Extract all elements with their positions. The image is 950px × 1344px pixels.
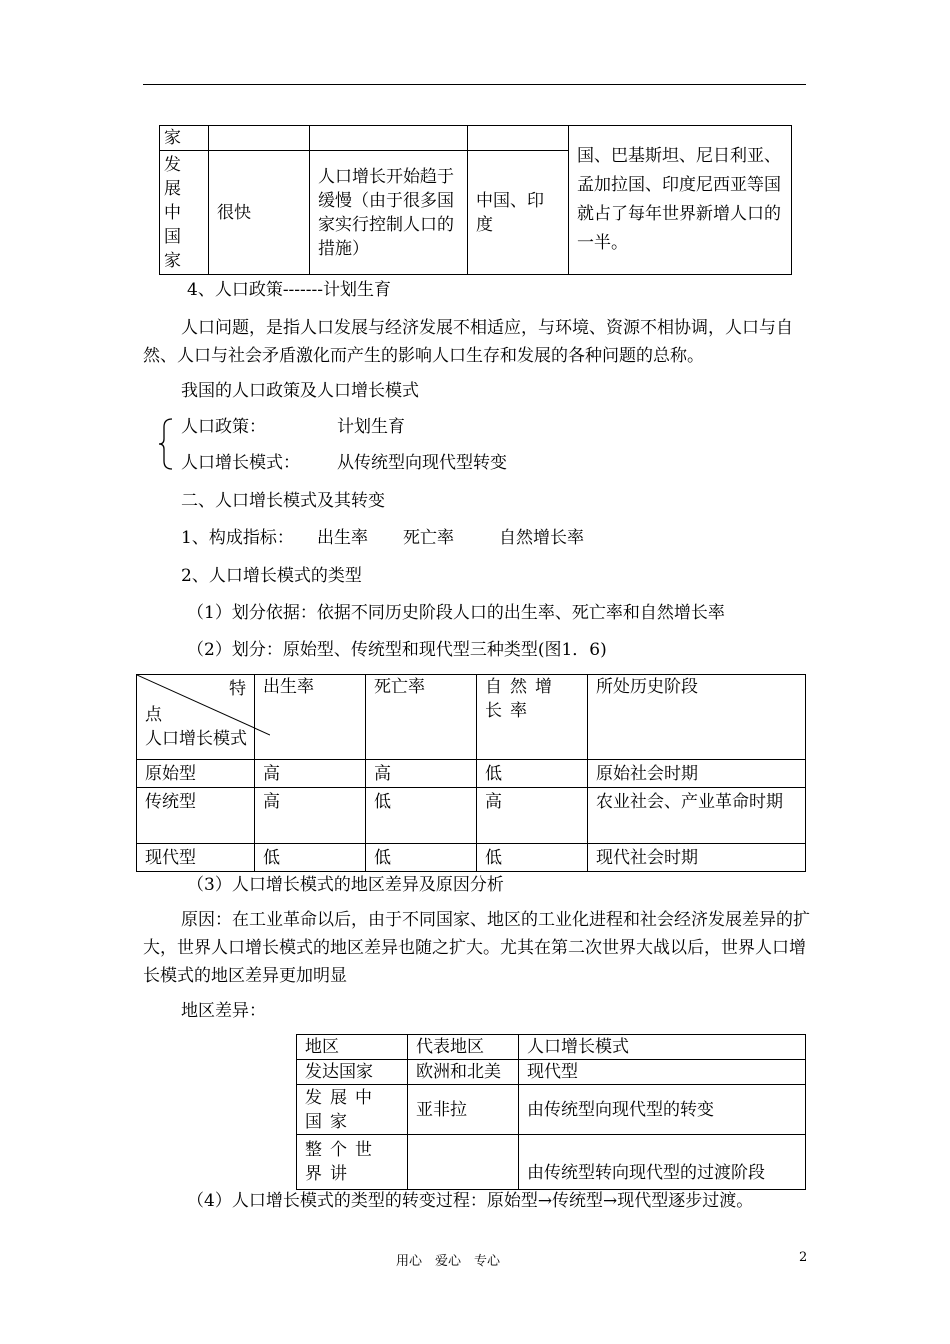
section2-title: 二、人口增长模式及其转变 xyxy=(181,491,385,511)
table-cell: 发展中国家 xyxy=(297,1085,408,1135)
table-cell: 原始社会时期 xyxy=(588,760,806,788)
division-types: （2）划分：原始型、传统型和现代型三种类型(图1．6) xyxy=(187,640,607,660)
indicators-label: 1、构成指标： xyxy=(181,528,294,548)
table-cell: 现代型 xyxy=(137,844,255,872)
table-cell xyxy=(209,126,310,151)
table-cell: 现代型 xyxy=(519,1060,806,1085)
diagonal-header-cell xyxy=(137,675,255,760)
dev-country-char: 中 xyxy=(164,202,181,223)
heading-policy: 4、人口政策-------计划生育 xyxy=(187,280,392,300)
table-cell: 家 xyxy=(160,126,209,151)
header-rule xyxy=(143,84,806,85)
table-header: 代表地区 xyxy=(408,1035,519,1060)
table-cell xyxy=(160,151,209,275)
table-cell: 中国、印度 xyxy=(468,151,569,275)
brace-item2-label: 人口增长模式： xyxy=(181,453,300,473)
table-cell: 农业社会、产业革命时期 xyxy=(588,788,806,844)
table-header: 人口增长模式 xyxy=(519,1035,806,1060)
paragraph-policy-title: 我国的人口政策及人口增长模式 xyxy=(181,381,419,401)
table-header: 自然增长率 xyxy=(477,675,588,760)
table-cell: 高 xyxy=(366,760,477,788)
footer-motto: 用心 爱心 专心 xyxy=(396,1254,501,1269)
table-cell xyxy=(468,126,569,151)
table-cell: 原始型 xyxy=(137,760,255,788)
table-cell: 低 xyxy=(366,788,477,844)
table-header: 所处历史阶段 xyxy=(588,675,806,760)
table-row xyxy=(297,1135,806,1190)
paragraph-reason: 原因：在工业革命以后，由于不同国家、地区的工业化进程和社会经济发展差异的扩大，世界人口增长模式的地区差异也随之扩大。尤其在第二次世界大战以后，世界人口增长模式的地区差异更加明显 xyxy=(143,910,810,986)
indicator-natural-rate: 自然增长率 xyxy=(499,528,584,548)
table-cell: 高 xyxy=(255,760,366,788)
table-cell: 高 xyxy=(477,788,588,844)
table-cell: 低 xyxy=(366,844,477,872)
growth-model-types-table xyxy=(136,674,806,872)
table-row xyxy=(137,844,806,872)
table-row xyxy=(137,788,806,844)
table-cell: 整个世界讲 xyxy=(297,1135,408,1190)
indicator-birth-rate: 出生率 xyxy=(317,528,368,548)
diag-bottom-label: 人口增长模式 xyxy=(145,729,247,749)
dev-country-char: 国 xyxy=(164,226,181,247)
paragraph-problem: 人口问题，是指人口发展与经济发展不相适应，与环境、资源不相协调，人口与自然、人口与社会矛盾激化而产生的影响人口生存和发展的各种问题的总称。 xyxy=(143,318,793,366)
table-row xyxy=(137,760,806,788)
brace-item2-value: 从传统型向现代型转变 xyxy=(337,453,507,473)
diag-top-label: 特 xyxy=(229,679,246,699)
table-cell xyxy=(310,126,468,151)
division-basis: （1）划分依据：依据不同历史阶段人口的出生率、死亡率和自然增长率 xyxy=(187,603,725,623)
table-cell: 传统型 xyxy=(137,788,255,844)
left-brace-icon xyxy=(158,418,174,470)
table-header: 地区 xyxy=(297,1035,408,1060)
table-cell: 低 xyxy=(477,760,588,788)
regional-title: （3）人口增长模式的地区差异及原因分析 xyxy=(187,875,504,895)
indicator-death-rate: 死亡率 xyxy=(403,528,454,548)
table-cell: 低 xyxy=(477,844,588,872)
types-title: 2、人口增长模式的类型 xyxy=(181,566,362,586)
table-cell: 由传统型向现代型的转变 xyxy=(519,1085,806,1135)
table-cell: 人口增长开始趋于缓慢（由于很多国家实行控制人口的措施） xyxy=(310,151,468,275)
table-row xyxy=(297,1085,806,1135)
table-cell: 高 xyxy=(255,788,366,844)
table-cell: 现代社会时期 xyxy=(588,844,806,872)
table-cell xyxy=(408,1135,519,1190)
regional-difference-table xyxy=(296,1034,806,1190)
page-number: 2 xyxy=(799,1250,808,1265)
table-header: 死亡率 xyxy=(366,675,477,760)
table-cell: 欧洲和北美 xyxy=(408,1060,519,1085)
brace-item1-value: 计划生育 xyxy=(337,417,405,437)
diag-mid-label: 点 xyxy=(145,705,162,725)
transition-process: （4）人口增长模式的类型的转变过程：原始型→传统型→现代型逐步过渡。 xyxy=(187,1191,754,1211)
regional-diff-label: 地区差异： xyxy=(181,1001,266,1021)
table-cell: 由传统型转向现代型的过渡阶段 xyxy=(519,1135,806,1190)
table-cell: 亚非拉 xyxy=(408,1085,519,1135)
population-growth-table-continued xyxy=(159,125,792,275)
table-row xyxy=(297,1035,806,1060)
table-cell: 低 xyxy=(255,844,366,872)
table-header: 出生率 xyxy=(255,675,366,760)
dev-country-char: 展 xyxy=(164,178,181,199)
dev-country-char: 发 xyxy=(164,154,181,175)
table-row xyxy=(297,1060,806,1085)
table-cell: 很快 xyxy=(209,151,310,275)
dev-country-char: 家 xyxy=(164,250,181,271)
table-cell: 国、巴基斯坦、尼日利亚、孟加拉国、印度尼西亚等国就占了每年世界新增人口的一半。 xyxy=(569,126,792,275)
table-cell: 发达国家 xyxy=(297,1060,408,1085)
brace-item1-label: 人口政策： xyxy=(181,417,266,437)
